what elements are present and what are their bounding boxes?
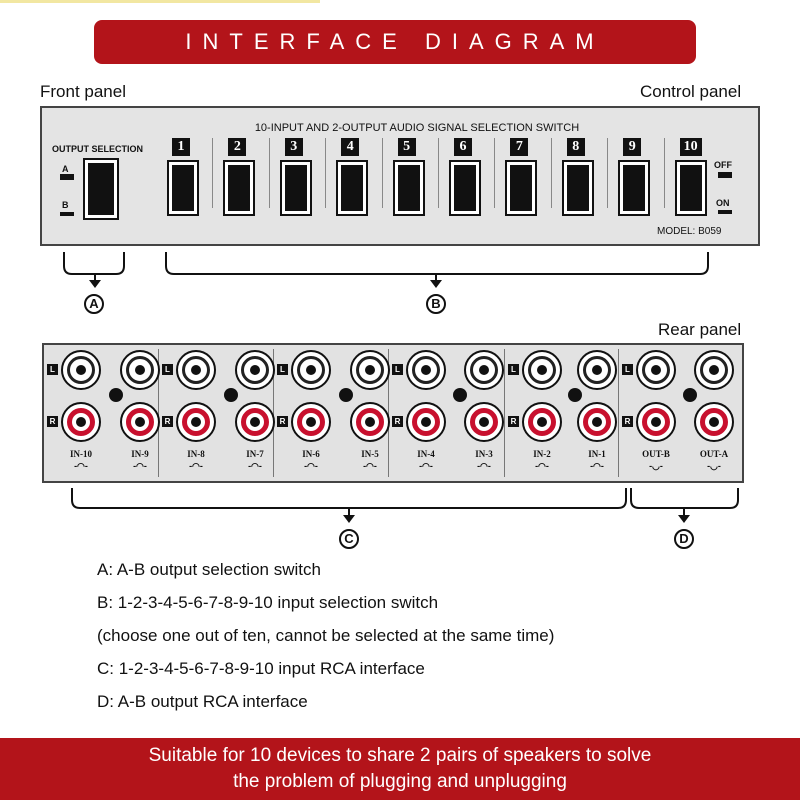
off-label: OFF	[714, 160, 732, 170]
on-indicator	[718, 210, 732, 214]
callout-b: B	[426, 294, 446, 314]
output-ab-switch[interactable]	[83, 158, 119, 220]
input-symbol-icon: -◠-	[74, 461, 88, 471]
switch-divider	[494, 138, 495, 208]
rca-jack-left-in-9[interactable]	[120, 350, 160, 390]
left-channel-marker: L	[277, 364, 288, 375]
right-channel-marker: R	[162, 416, 173, 427]
switch-divider	[269, 138, 270, 208]
input-symbol-icon: -◠-	[419, 461, 433, 471]
rca-jack-left-in-4[interactable]	[406, 350, 446, 390]
switch-divider	[607, 138, 608, 208]
front-panel-title: 10-INPUT AND 2-OUTPUT AUDIO SIGNAL SELECTION SWITCH	[254, 122, 580, 134]
jack-label: IN-2	[533, 449, 551, 459]
title-banner	[94, 20, 696, 64]
bracket-b	[166, 252, 708, 274]
rca-jack-left-out-b[interactable]	[636, 350, 676, 390]
output-a-label: A	[62, 164, 69, 174]
rca-jack-right-in-5[interactable]	[350, 402, 390, 442]
panel-screw	[339, 388, 353, 402]
left-channel-marker: L	[47, 364, 58, 375]
jack-label: IN-7	[246, 449, 264, 459]
input-switch-1[interactable]	[167, 160, 199, 216]
top-accent-line	[0, 0, 320, 3]
jack-label: IN-3	[475, 449, 493, 459]
on-label: ON	[716, 198, 730, 208]
rca-jack-left-in-8[interactable]	[176, 350, 216, 390]
switch-divider	[438, 138, 439, 208]
switch-number-2: 2	[228, 138, 246, 156]
switch-number-3: 3	[285, 138, 303, 156]
rca-jack-right-in-8[interactable]	[176, 402, 216, 442]
panel-screw	[568, 388, 582, 402]
rca-jack-left-out-a[interactable]	[694, 350, 734, 390]
input-switch-9[interactable]	[618, 160, 650, 216]
rca-jack-left-in-5[interactable]	[350, 350, 390, 390]
jack-label: IN-8	[187, 449, 205, 459]
jack-label: IN-9	[131, 449, 149, 459]
front-panel	[40, 106, 760, 246]
input-switch-4[interactable]	[336, 160, 368, 216]
description-a: A: A-B output selection switch	[97, 560, 321, 579]
jack-label: IN-4	[417, 449, 435, 459]
rca-jack-right-in-2[interactable]	[522, 402, 562, 442]
input-switch-10[interactable]	[675, 160, 707, 216]
rca-jack-left-in-7[interactable]	[235, 350, 275, 390]
switch-divider	[325, 138, 326, 208]
off-indicator	[718, 172, 732, 178]
rca-jack-right-in-9[interactable]	[120, 402, 160, 442]
input-symbol-icon: -◠-	[363, 461, 377, 471]
jack-label: IN-5	[361, 449, 379, 459]
rca-jack-right-in-4[interactable]	[406, 402, 446, 442]
panel-screw	[224, 388, 238, 402]
right-channel-marker: R	[277, 416, 288, 427]
bracket-c	[72, 488, 626, 508]
input-switch-7[interactable]	[505, 160, 537, 216]
switch-divider	[382, 138, 383, 208]
footer-banner	[0, 738, 800, 800]
switch-number-9: 9	[623, 138, 641, 156]
rca-jack-right-out-a[interactable]	[694, 402, 734, 442]
input-symbol-icon: -◠-	[248, 461, 262, 471]
right-channel-marker: R	[47, 416, 58, 427]
switch-divider	[212, 138, 213, 208]
rca-jack-left-in-6[interactable]	[291, 350, 331, 390]
right-channel-marker: R	[508, 416, 519, 427]
input-switch-2[interactable]	[223, 160, 255, 216]
input-switch-6[interactable]	[449, 160, 481, 216]
control-panel-label: Control panel	[640, 82, 742, 101]
jack-label: IN-10	[70, 449, 92, 459]
output-b-label: B	[62, 200, 69, 210]
input-switch-3[interactable]	[280, 160, 312, 216]
input-symbol-icon: -◠-	[477, 461, 491, 471]
arrow-d	[678, 515, 690, 523]
switch-number-4: 4	[341, 138, 359, 156]
callout-c: C	[339, 529, 359, 549]
callout-d: D	[674, 529, 694, 549]
bracket-d	[631, 488, 738, 508]
input-symbol-icon: -◠-	[535, 461, 549, 471]
rca-jack-right-in-6[interactable]	[291, 402, 331, 442]
footer-line-1: Suitable for 10 devices to share 2 pairs of speakers to solve	[148, 745, 652, 766]
input-switch-5[interactable]	[393, 160, 425, 216]
description-c: C: 1-2-3-4-5-6-7-8-9-10 input RCA interface	[97, 659, 425, 678]
switch-number-7: 7	[510, 138, 528, 156]
rca-jack-right-out-b[interactable]	[636, 402, 676, 442]
footer-line-2: the problem of plugging and unplugging	[233, 771, 567, 792]
left-channel-marker: L	[392, 364, 403, 375]
right-channel-marker: R	[392, 416, 403, 427]
rca-jack-right-in-7[interactable]	[235, 402, 275, 442]
arrow-c	[343, 515, 355, 523]
left-channel-marker: L	[508, 364, 519, 375]
description-b: B: 1-2-3-4-5-6-7-8-9-10 input selection switch	[97, 593, 439, 612]
right-channel-marker: R	[622, 416, 633, 427]
rca-jack-left-in-1[interactable]	[577, 350, 617, 390]
output-a-indicator	[60, 174, 74, 180]
rca-jack-right-in-3[interactable]	[464, 402, 504, 442]
left-channel-marker: L	[162, 364, 173, 375]
rca-jack-right-in-1[interactable]	[577, 402, 617, 442]
jack-label: IN-6	[302, 449, 320, 459]
front-callout-brackets	[0, 248, 800, 318]
switch-divider	[551, 138, 552, 208]
jack-label: IN-1	[588, 449, 606, 459]
switch-divider	[664, 138, 665, 208]
switch-number-8: 8	[567, 138, 585, 156]
switch-number-6: 6	[454, 138, 472, 156]
bracket-a	[64, 252, 124, 274]
jack-label: OUT-B	[642, 449, 670, 459]
switch-number-10: 10	[680, 138, 702, 156]
left-channel-marker: L	[622, 364, 633, 375]
input-symbol-icon: -◠-	[133, 461, 147, 471]
panel-screw	[453, 388, 467, 402]
callout-a: A	[84, 294, 104, 314]
input-switch-8[interactable]	[562, 160, 594, 216]
front-panel-label: Front panel	[40, 82, 126, 101]
input-symbol-icon: -◠-	[189, 461, 203, 471]
switch-number-5: 5	[398, 138, 416, 156]
input-symbol-icon: -◠-	[590, 461, 604, 471]
model-label: MODEL: B059	[657, 226, 722, 237]
output-b-indicator	[60, 212, 74, 216]
output-symbol-icon: -◡-	[649, 461, 663, 471]
output-selection-label: OUTPUT SELECTION	[52, 144, 144, 154]
description-d: D: A-B output RCA interface	[97, 692, 308, 711]
rear-panel-label: Rear panel	[658, 320, 742, 339]
panel-screw	[683, 388, 697, 402]
banner-title: INTERFACE DIAGRAM	[185, 29, 605, 54]
rca-jack-right-in-10[interactable]	[61, 402, 101, 442]
rca-jack-left-in-2[interactable]	[522, 350, 562, 390]
input-symbol-icon: -◠-	[304, 461, 318, 471]
panel-screw	[109, 388, 123, 402]
rca-jack-left-in-3[interactable]	[464, 350, 504, 390]
jack-label: OUT-A	[699, 449, 729, 459]
description-b-note: (choose one out of ten, cannot be selected at the same time)	[97, 626, 555, 645]
output-symbol-icon: -◡-	[707, 461, 721, 471]
switch-number-1: 1	[172, 138, 190, 156]
rca-jack-left-in-10[interactable]	[61, 350, 101, 390]
